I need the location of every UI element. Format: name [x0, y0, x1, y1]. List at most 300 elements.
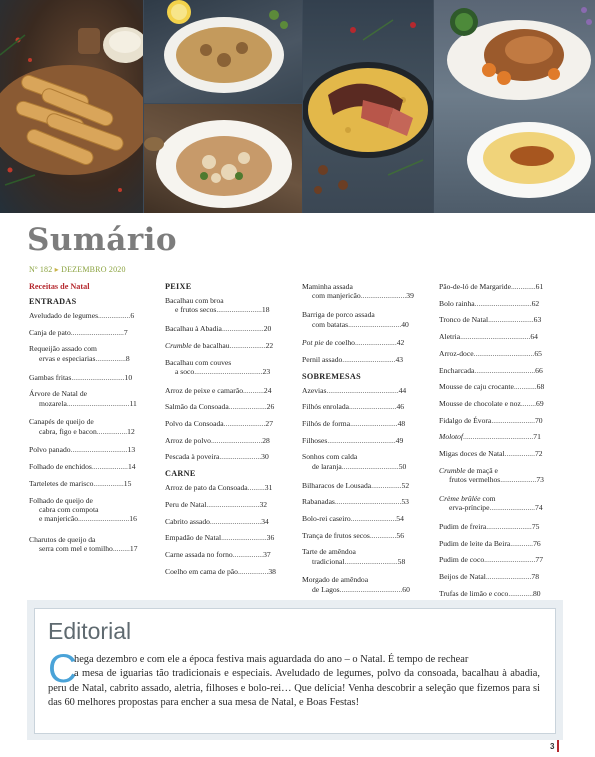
toc-entry-title: Bolo rainha: [439, 298, 475, 308]
toc-entry-line: [302, 402, 422, 411]
toc-leader-dots: ....................................: [194, 366, 263, 376]
toc-leader-dots: ........................: [216, 305, 262, 315]
toc-entry: [29, 479, 149, 488]
page-title: Sumário: [27, 222, 178, 258]
toc-entry-title: Folhado de enchidos: [29, 462, 92, 472]
toc-leader-dots: ........................: [486, 521, 532, 531]
toc-page-number: 10: [124, 372, 133, 382]
toc-entry-line: [29, 445, 149, 454]
toc-leader-dots: ...........: [243, 385, 264, 395]
toc-entry: [439, 539, 557, 548]
toc-entry: [302, 338, 422, 347]
toc-section-heading: PEIXE: [165, 282, 192, 291]
toc-entry-title-cont: mozarela: [39, 398, 67, 408]
toc-page-number: 54: [396, 513, 404, 523]
toc-page-number: 26: [266, 402, 275, 412]
toc-page-number: 6: [130, 311, 135, 320]
toc-entry-title: Aletria: [439, 332, 461, 342]
toc-entry-line: [29, 496, 149, 505]
toc-leader-dots: ...................: [91, 462, 128, 472]
toc-page-number: 28: [262, 435, 270, 445]
toc-entry-title: Rabanadas: [302, 497, 335, 507]
toc-entry-title: Canja de pato: [29, 327, 71, 337]
toc-entry: [439, 382, 557, 391]
toc-leader-dots: ...........................: [209, 516, 262, 526]
toc-entry-line: [302, 282, 422, 291]
toc-entry: [165, 341, 285, 350]
toc-entry: [302, 452, 422, 471]
toc-entry-line: [302, 585, 422, 594]
toc-entry-line: [302, 557, 422, 566]
toc-page-number: 50: [398, 461, 407, 471]
editorial-box: [27, 600, 563, 740]
toc-entry: [439, 349, 557, 358]
toc-page-number: 72: [534, 449, 543, 458]
toc-entry-line: [165, 386, 285, 395]
toc-entry-title: Azevias: [302, 385, 327, 395]
toc-entry-line: [439, 572, 557, 581]
toc-entry-title: Pudim de leite da Beira: [439, 538, 511, 548]
toc-page-number: 58: [397, 556, 406, 566]
toc-section-heading: ENTRADAS: [29, 297, 77, 306]
toc-entry: [165, 386, 285, 395]
toc-entry-title: Migas doces de Natal: [439, 449, 505, 458]
toc-leader-dots: ................: [96, 426, 128, 436]
toc-page-number: 24: [263, 385, 272, 395]
toc-entry-line: [165, 533, 285, 542]
toc-entry-line: [302, 481, 422, 490]
toc-entry-line: [302, 419, 422, 428]
toc-page-number: 44: [398, 385, 407, 395]
toc-entry-title-cont: cabra com compota: [39, 504, 99, 514]
toc-entry-line: [302, 514, 422, 523]
toc-entry: [439, 522, 557, 531]
toc-entry-line: [439, 332, 557, 341]
toc-entry-title: Arroz de polvo: [165, 435, 211, 445]
toc-page-number: 74: [535, 503, 543, 513]
toc-entry: [439, 315, 557, 324]
toc-entry-title: Canapés de queijo de: [29, 417, 94, 427]
toc-entry-title: Arroz de peixe e camarão: [165, 385, 243, 395]
toc-entry-line: [165, 341, 285, 350]
toc-leader-dots: ................: [232, 549, 264, 559]
toc-page-number: 18: [261, 305, 270, 315]
photo-bacalhau-broa: [144, 0, 302, 103]
toc-entry: [302, 436, 422, 445]
toc-entry: [439, 555, 557, 564]
toc-entry: [165, 517, 285, 526]
toc-entry-title-rest: de bacalhau: [191, 340, 230, 350]
toc-leader-dots: ......................: [219, 452, 262, 462]
toc-page-number: 65: [534, 348, 542, 358]
editorial-text-first: hega dezembro e com ele a época festiva mais aguardada do ano – o Natal. É tempo de rechear: [74, 654, 469, 665]
toc-leader-dots: ............................: [206, 499, 260, 509]
toc-entry-line: [439, 432, 557, 441]
editorial-text: [48, 653, 540, 710]
toc-entry-title: Filhós de forma: [302, 419, 351, 428]
toc-leader-dots: ........................: [221, 533, 267, 543]
issue-info: [29, 265, 126, 274]
toc-entry-line: [302, 310, 422, 319]
toc-page-number: 27: [265, 419, 273, 428]
toc-leader-dots: ............................: [348, 319, 402, 329]
toc-leader-dots: ...........................: [210, 435, 263, 445]
toc-entry-title: Bacalhau com couves: [165, 357, 232, 367]
toc-entry-line: [439, 299, 557, 308]
toc-entry-line: [439, 494, 557, 503]
toc-entry-line: [439, 399, 557, 408]
toc-entry-line: [302, 355, 422, 364]
toc-page-number: 49: [395, 435, 404, 445]
toc-entry-line: [302, 386, 422, 395]
page-number: 3: [550, 742, 555, 751]
toc-page-number: 43: [395, 354, 404, 364]
toc-entry: [165, 452, 285, 461]
toc-page-number: 37: [263, 549, 271, 559]
toc-entry-title: Aveludado de legumes: [29, 311, 99, 320]
toc-entry-line: [439, 522, 557, 531]
toc-entry: [302, 547, 422, 566]
toc-entry-line: [165, 324, 285, 333]
toc-entry: [302, 386, 422, 395]
toc-entry-title-cont: tradicional: [312, 556, 345, 566]
toc-entry-line: [302, 497, 422, 506]
toc-entry: [29, 445, 149, 454]
toc-entry-title: Requeijão assado com: [29, 344, 97, 354]
toc-entry: [29, 496, 149, 524]
toc-entry-title-cont: de Lagos: [312, 584, 340, 594]
toc-leader-dots: ................................: [474, 365, 536, 375]
toc-entry-line: [302, 291, 422, 300]
toc-entry: [439, 432, 557, 441]
toc-page-number: 68: [536, 382, 545, 392]
toc-page-number: 77: [535, 555, 543, 565]
toc-entry-line: [29, 427, 149, 436]
toc-entry-title-cont: e frutos secos: [175, 305, 217, 315]
toc-page-number: 11: [129, 398, 137, 408]
toc-entry-title: Pescada à poveira: [165, 452, 220, 462]
toc-entry-title-cont: ervas e especiarias: [39, 353, 96, 363]
toc-page-number: 16: [129, 514, 137, 524]
toc-page-number: 53: [401, 497, 409, 507]
toc-entry-line: [29, 479, 149, 488]
photo-collage: [0, 0, 595, 213]
toc-leader-dots: .....................................: [460, 332, 531, 342]
toc-entry-line: [165, 500, 285, 509]
toc-entry-title: Trufas de limão e coco: [439, 588, 509, 598]
toc-entry: [302, 402, 422, 411]
toc-page-number: 14: [127, 462, 136, 472]
toc-entry-title: Bacalhau com broa: [165, 296, 224, 305]
toc-entry: [29, 417, 149, 436]
toc-leader-dots: .................................: [339, 584, 403, 594]
toc-entry-title: Peru de Natal: [165, 499, 207, 509]
photo-bacalhau-couves: [144, 104, 302, 213]
toc-entry: [29, 373, 149, 382]
toc-leader-dots: ...........................: [78, 514, 130, 524]
toc-entry-title: Cabrito assado: [165, 516, 210, 526]
toc-entry-title: Salmão da Consoada: [165, 402, 229, 412]
toc-entry: [165, 533, 285, 542]
toc-entry-line: [439, 349, 557, 358]
toc-entry: [29, 328, 149, 337]
toc-entry-line: [439, 475, 557, 484]
toc-leader-dots: ...................: [229, 340, 266, 350]
toc-entry: [302, 282, 422, 301]
toc-entry: [165, 419, 285, 428]
toc-entry-title: Polvo panado: [29, 445, 71, 455]
toc-page-number: 73: [536, 475, 544, 485]
toc-entry-title: Pernil assado: [302, 354, 343, 364]
toc-entry-title: Tronco de Natal: [439, 315, 489, 325]
toc-entry-title-rest: de maçã e: [465, 465, 498, 475]
toc-page-number: 60: [402, 584, 410, 594]
toc-page-number: 75: [531, 521, 540, 531]
toc-entry: [439, 399, 557, 408]
toc-entry-line: [29, 373, 149, 382]
toc-entry: [439, 449, 557, 458]
toc-entry-title: Maminha assada: [302, 282, 353, 291]
toc-entry-line: [302, 575, 422, 584]
toc-leader-dots: ....................: [228, 402, 267, 412]
toc-page-number: 69: [536, 398, 544, 408]
toc-leader-dots: .........................: [349, 402, 397, 412]
toc-entry-title: Morgado de amêndoa: [302, 575, 369, 585]
toc-entry-line: [165, 296, 285, 305]
toc-entry-line: [165, 452, 285, 461]
toc-page-number: 22: [265, 340, 274, 350]
toc-entry: [165, 567, 285, 576]
toc-page-number: 61: [535, 282, 544, 291]
toc-leader-dots: ................................: [473, 348, 535, 358]
toc-entry-line: [29, 505, 149, 514]
toc-entry-title-cont: de laranja: [312, 461, 342, 471]
toc-entry-line: [29, 544, 149, 553]
toc-entry-line: [29, 462, 149, 471]
toc-entry-title: Crumble: [439, 465, 466, 475]
toc-page-number: 63: [533, 315, 542, 325]
toc-page-number: 40: [401, 319, 409, 329]
toc-entry-title: Árvore de Natal de: [29, 389, 87, 399]
toc-entry-line: [302, 436, 422, 445]
toc-entry: [439, 332, 557, 341]
toc-entry-title: Barriga de porco assada: [302, 310, 375, 320]
toc-entry-line: [302, 338, 422, 347]
toc-section-heading: SOBREMESAS: [302, 371, 361, 381]
toc-entry-title: Crème brûlée: [439, 493, 481, 503]
toc-entry-line: [439, 539, 557, 548]
toc-entry-title: Filhós enrolada: [302, 402, 350, 412]
toc-leader-dots: ................: [371, 480, 402, 490]
editorial-panel: [34, 608, 556, 734]
toc-leader-dots: ......................: [354, 338, 397, 348]
toc-entry-line: [439, 382, 557, 391]
toc-entry: [302, 497, 422, 506]
toc-entry-title: Bolo-rei caseiro: [302, 513, 351, 523]
toc-entry-title: Mousse de chocolate e noz: [439, 398, 521, 408]
toc-page-number: 70: [534, 415, 543, 425]
toc-entry-title: Bilharacos de Lousada: [302, 480, 372, 490]
toc-entry-title: Trança de frutos secos: [302, 530, 370, 540]
toc-entry-title: Folhado de queijo de: [29, 495, 93, 505]
toc-leader-dots: .....................................: [463, 432, 534, 442]
toc-entry-line: [29, 417, 149, 426]
toc-entry: [439, 466, 557, 485]
toc-entry-title-cont: com manjericão: [312, 291, 361, 301]
toc-page-number: 31: [264, 483, 273, 493]
toc-leader-dots: ........................: [485, 572, 532, 581]
toc-entry: [302, 355, 422, 364]
toc-entry: [29, 344, 149, 363]
toc-leader-dots: .............: [508, 588, 533, 598]
toc-entry-line: [165, 483, 285, 492]
toc-entry-line: [29, 399, 149, 408]
toc-leader-dots: ........................: [360, 291, 407, 301]
toc-leader-dots: ...................................: [334, 497, 402, 507]
toc-entry: [165, 483, 285, 492]
toc-page-number: 39: [406, 291, 414, 301]
toc-entry: [302, 514, 422, 523]
toc-entry-line: [165, 550, 285, 559]
toc-entry-title: Pão-de-ló de Margaride: [439, 282, 511, 291]
toc-entry-line: [29, 514, 149, 523]
issue-number: Nº 182: [29, 265, 53, 274]
toc-entry-title: Pot pie: [302, 338, 324, 348]
toc-leader-dots: ............................: [342, 354, 396, 364]
toc-entry-line: [302, 531, 422, 540]
toc-entry: [439, 282, 557, 291]
toc-leader-dots: .........: [112, 544, 130, 554]
toc-page-number: 17: [129, 544, 138, 554]
toc-entry-line: [439, 503, 557, 512]
toc-entry: [439, 572, 557, 581]
toc-page-number: 80: [533, 588, 541, 598]
toc-entry-line: [439, 449, 557, 458]
toc-leader-dots: .................: [98, 311, 131, 320]
toc-entry-line: [29, 328, 149, 337]
toc-entry: [165, 324, 285, 333]
toc-entry-line: [439, 555, 557, 564]
toc-entry-line: [29, 389, 149, 398]
toc-leader-dots: ................: [95, 353, 126, 363]
toc-entry-line: [165, 419, 285, 428]
toc-entry: [165, 358, 285, 377]
toc-entry: [439, 589, 557, 598]
toc-leader-dots: ........................: [489, 503, 536, 513]
toc-entry-line: [439, 416, 557, 425]
toc-page-number: 62: [531, 298, 540, 308]
toc-entry: [439, 494, 557, 513]
toc-entry-title: Coelho em cama de pão: [165, 566, 238, 576]
toc-entry: [29, 389, 149, 408]
toc-page-number: 78: [531, 572, 539, 581]
toc-entry: [439, 299, 557, 308]
toc-leader-dots: ..............................: [341, 461, 399, 471]
photo-fried-rolls: [0, 0, 143, 213]
toc-leader-dots: ........................: [488, 315, 534, 325]
toc-entry: [165, 296, 285, 315]
toc-leader-dots: ....................................: [327, 435, 396, 445]
toc-page-number: 52: [401, 480, 410, 490]
toc-leader-dots: ..............: [369, 530, 397, 540]
toc-entry: [302, 419, 422, 428]
toc-page-number: 66: [535, 365, 543, 375]
toc-page-number: 8: [125, 353, 130, 363]
toc-leader-dots: .............: [510, 282, 536, 291]
toc-leader-dots: .........................: [350, 419, 398, 428]
toc-entry-title-cont: a soco: [175, 366, 195, 376]
toc-entry-title-cont: erva-príncipe: [449, 503, 490, 513]
toc-section-heading: CARNE: [165, 469, 196, 479]
toc-leader-dots: ......................: [223, 419, 266, 428]
toc-entry-line: [302, 547, 422, 556]
toc-leader-dots: ............: [510, 538, 534, 548]
toc-entry: [302, 310, 422, 329]
toc-leader-dots: .......................: [491, 415, 535, 425]
toc-page-number: 64: [530, 332, 538, 342]
toc-entry-line: [439, 282, 557, 291]
chevron-right-icon: ▸: [54, 265, 59, 274]
toc-entry-title: Mousse de caju crocante: [439, 382, 514, 392]
toc-entry-title: Tarte de amêndoa: [302, 547, 356, 557]
toc-leader-dots: ............: [513, 382, 537, 392]
photo-cabrito-creme-brulee: [434, 0, 595, 213]
toc-entry-title-rest: com: [480, 493, 496, 503]
toc-entry-title: Molotof: [439, 432, 464, 442]
toc-entry-title: Polvo da Consoada: [165, 419, 224, 428]
toc-leader-dots: ................: [504, 449, 535, 458]
toc-entry-title: Bacalhau à Abadia: [165, 324, 222, 334]
toc-entry: [165, 402, 285, 411]
toc-entry-line: [165, 402, 285, 411]
toc-entry-title: Empadão de Natal: [165, 533, 222, 543]
toc-entry-title-cont: e manjericão: [39, 514, 78, 524]
toc-entry-title-cont: com batatas: [312, 319, 349, 329]
toc-entry-title-rest: de coelho: [323, 338, 355, 348]
toc-leader-dots: ................: [93, 478, 124, 488]
toc-page-number: 46: [396, 402, 405, 412]
toc-leader-dots: .........: [247, 483, 265, 493]
toc-leader-dots: ...........................: [484, 555, 536, 565]
toc-section-heading: Receitas de Natal: [29, 282, 90, 291]
toc-entry: [165, 550, 285, 559]
toc-entry-title: Carne assada no forno: [165, 549, 233, 559]
toc-page-number: 76: [533, 538, 541, 548]
toc-entry-line: [439, 315, 557, 324]
editorial-title: Editorial: [48, 618, 132, 644]
toc-entry-line: [302, 462, 422, 471]
toc-entry-line: [165, 367, 285, 376]
issue-date: DEZEMBRO 2020: [61, 265, 126, 274]
toc-leader-dots: ................: [237, 566, 269, 576]
toc-entry-title: Fidalgo de Évora: [439, 415, 492, 425]
toc-entry-title: Beijos de Natal: [439, 572, 486, 581]
toc-entry-line: [29, 311, 149, 320]
toc-page-number: 34: [261, 516, 269, 526]
toc-entry-line: [439, 466, 557, 475]
toc-entry: [165, 436, 285, 445]
toc-entry: [165, 500, 285, 509]
toc-entry-line: [302, 452, 422, 461]
toc-leader-dots: ........: [520, 398, 537, 408]
toc-entry: [29, 535, 149, 554]
toc-entry-line: [165, 436, 285, 445]
toc-entry-line: [302, 320, 422, 329]
toc-entry-title: Arroz-doce: [439, 348, 474, 358]
toc-page-number: 7: [123, 327, 128, 337]
toc-page-number: 13: [127, 445, 136, 455]
toc-entry-line: [439, 589, 557, 598]
